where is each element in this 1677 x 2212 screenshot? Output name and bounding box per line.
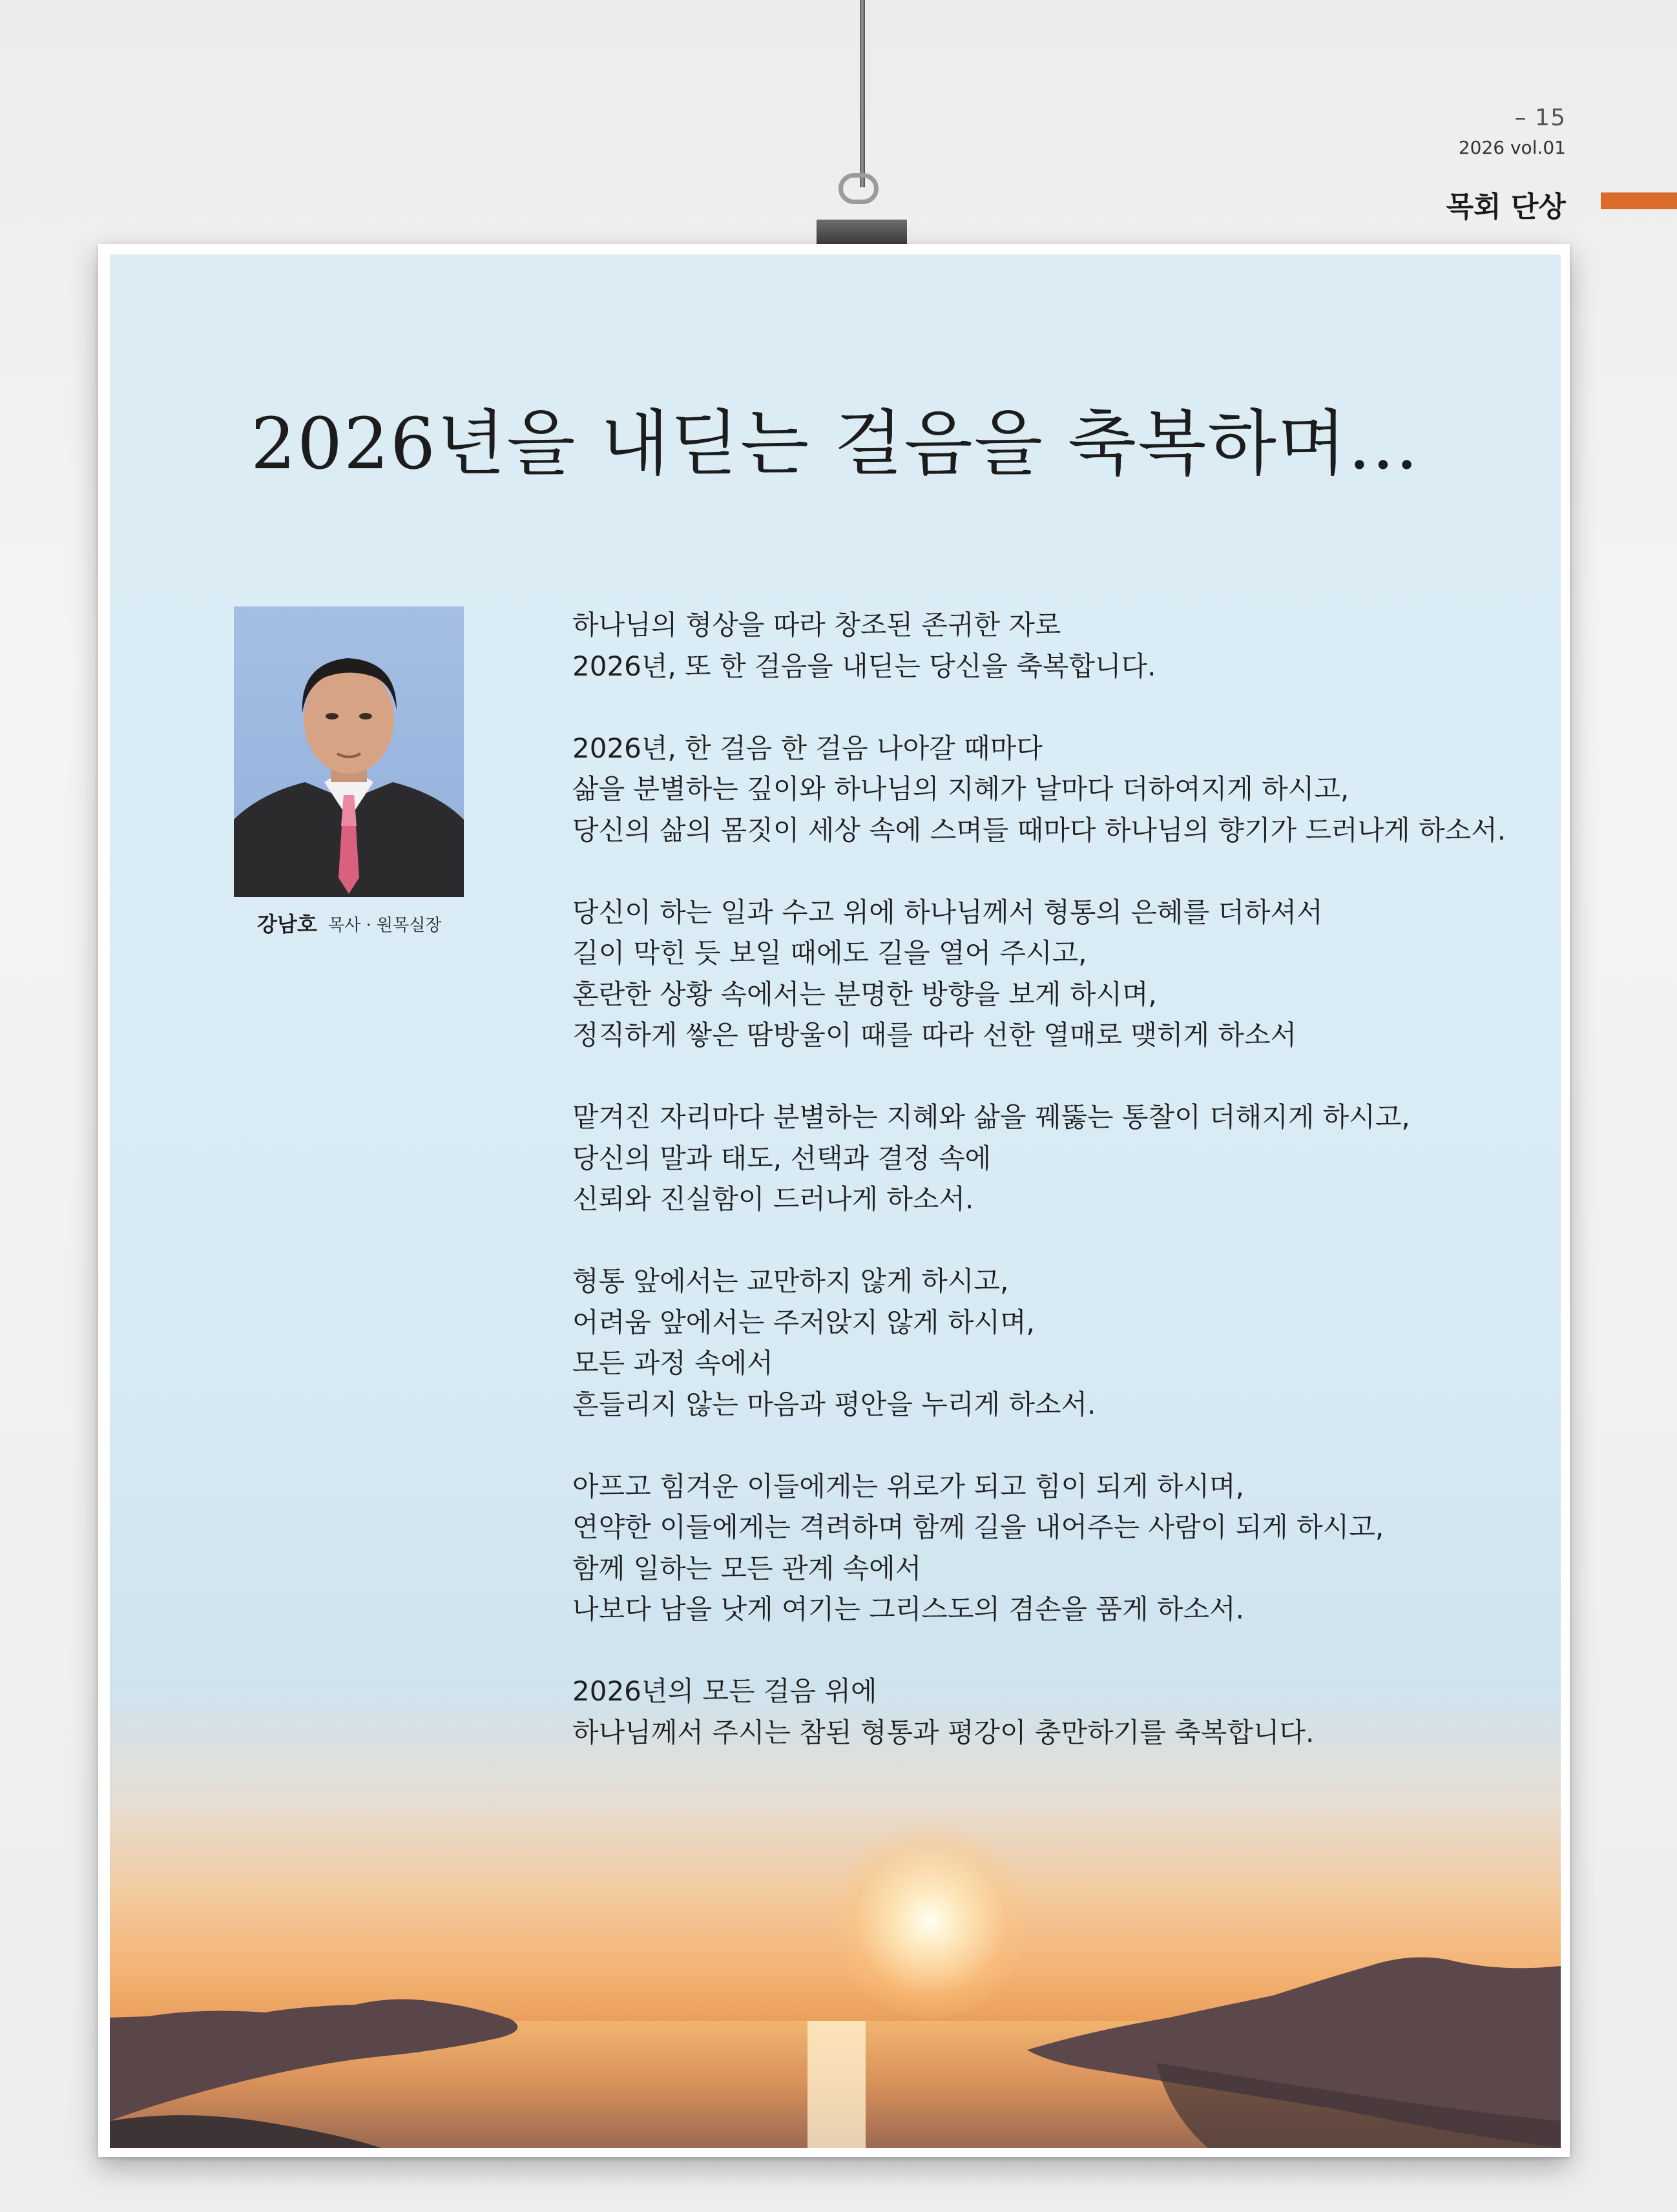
poem-line: 신뢰와 진실함이 드러나게 하소서.	[572, 1183, 974, 1215]
portrait-illustration	[234, 606, 464, 897]
poem-line: 형통 앞에서는 교만하지 않게 하시고,	[572, 1265, 1009, 1297]
hanging-wire	[860, 0, 865, 187]
poem-line: 하나님의 형상을 따라 창조된 존귀한 자로	[572, 609, 1061, 641]
poem-stanza	[572, 892, 1516, 1056]
poem-line: 당신이 하는 일과 수고 위에 하나님께서 형통의 은혜를 더하셔서	[572, 896, 1323, 928]
poem-line: 어려움 앞에서는 주저앉지 않게 하시며,	[572, 1306, 1035, 1338]
poem-stanza	[572, 1671, 1516, 1753]
binder-clip	[817, 220, 907, 245]
section-accent-bar	[1601, 192, 1677, 209]
poem-line: 하나님께서 주시는 참된 형통과 평강이 충만하기를 축복합니다.	[572, 1716, 1315, 1748]
volume-label: 2026 vol.01	[1458, 137, 1566, 158]
poem-line: 모든 과정 속에서	[572, 1347, 773, 1379]
poem-line: 함께 일하는 모든 관계 속에서	[572, 1552, 922, 1584]
poem-stanza	[572, 1097, 1516, 1220]
poem-line: 흔들리지 않는 마음과 평안을 누리게 하소서.	[572, 1388, 1096, 1420]
poem-line: 연약한 이들에게는 격려하며 함께 길을 내어주는 사람이 되게 하시고,	[572, 1511, 1384, 1543]
poem-line: 2026년의 모든 걸음 위에	[572, 1675, 877, 1707]
sunset-landscape	[110, 1869, 1561, 2148]
poem-line: 당신의 삶의 몸짓이 세상 속에 스며들 때마다 하나님의 향기가 드러나게 하소서.	[572, 814, 1506, 846]
author-photo	[234, 606, 464, 897]
poem-stanza	[572, 605, 1516, 687]
poem-stanza	[572, 728, 1516, 851]
poster	[110, 254, 1561, 2148]
poem-line: 혼란한 상황 속에서는 분명한 방향을 보게 하시며,	[572, 978, 1157, 1010]
poem-line: 정직하게 쌓은 땀방울이 때를 따라 선한 열매로 맺히게 하소서	[572, 1019, 1297, 1051]
poem-line: 2026년, 한 걸음 한 걸음 나아갈 때마다	[572, 732, 1043, 764]
poem-line: 나보다 남을 낫게 여기는 그리스도의 겸손을 품게 하소서.	[572, 1593, 1244, 1625]
poem-line: 맡겨진 자리마다 분별하는 지혜와 삶을 꿰뚫는 통찰이 더해지게 하시고,	[572, 1101, 1410, 1133]
poem-line: 아프고 힘겨운 이들에게는 위로가 되고 힘이 되게 하시며,	[572, 1470, 1244, 1502]
poem-stanza	[572, 1466, 1516, 1630]
poem-stanza	[572, 1261, 1516, 1425]
binder-clip-ring	[838, 173, 879, 204]
poem-line: 당신의 말과 태도, 선택과 결정 속에	[572, 1142, 992, 1174]
poem-body	[572, 605, 1516, 1794]
page-number: – 15	[1514, 105, 1566, 131]
poem-line: 삶을 분별하는 깊이와 하나님의 지혜가 날마다 더하여지게 하시고,	[572, 773, 1349, 805]
poster-title: 2026년을 내딛는 걸음을 축복하며…	[251, 402, 1420, 485]
poem-line: 2026년, 또 한 걸음을 내딛는 당신을 축복합니다.	[572, 650, 1156, 682]
section-title: 목회 단상	[1446, 191, 1566, 223]
author-role: 목사 · 원목실장	[328, 916, 442, 935]
poem-line: 길이 막힌 듯 보일 때에도 길을 열어 주시고,	[572, 937, 1087, 969]
author-name: 강남호	[257, 912, 317, 936]
